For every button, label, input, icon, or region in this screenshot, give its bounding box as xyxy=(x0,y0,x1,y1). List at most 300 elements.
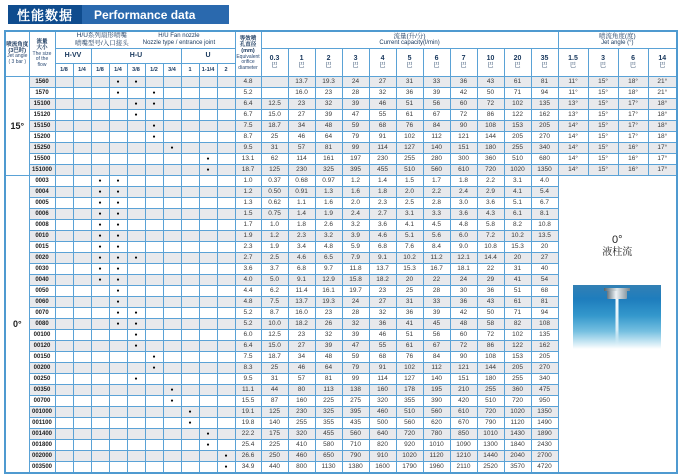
connector-dot-cell xyxy=(181,197,199,208)
capacity-cell: 1120 xyxy=(504,417,531,428)
capacity-cell: 180 xyxy=(477,142,504,153)
connector-dot-cell xyxy=(217,318,235,329)
orifice-diameter-cell: 3.6 xyxy=(235,263,261,274)
connector-dot-cell xyxy=(145,164,163,175)
capacity-cell: 10.8 xyxy=(531,219,558,230)
capacity-cell: 46 xyxy=(369,329,396,340)
connector-dot-cell xyxy=(217,252,235,263)
connector-dot-cell xyxy=(91,87,109,98)
jet-angle-cell: 17° xyxy=(648,142,677,153)
capacity-cell: 920 xyxy=(396,439,423,450)
flow-col-en2: of the xyxy=(35,56,49,63)
connector-dot-cell xyxy=(217,131,235,142)
capacity-cell: 4.6 xyxy=(288,252,315,263)
capacity-cell: 162 xyxy=(531,340,558,351)
connector-dot-cell xyxy=(181,142,199,153)
capacity-cell: 9.7 xyxy=(315,263,342,274)
capacity-cell: 435 xyxy=(342,417,369,428)
connector-dot-cell: ● xyxy=(145,98,163,109)
nozzle-photo xyxy=(573,285,661,349)
size-header-U-1: 1 xyxy=(181,63,199,76)
capacity-cell: 270 xyxy=(531,131,558,142)
connector-dot-cell xyxy=(145,175,163,186)
capacity-cell: 6.2 xyxy=(261,285,288,296)
connector-dot-cell xyxy=(145,307,163,318)
capacity-cell: 32 xyxy=(342,318,369,329)
connector-dot-cell: ● xyxy=(217,450,235,461)
table-row-15150 xyxy=(5,120,677,131)
connector-dot-cell: ● xyxy=(109,296,127,307)
capacity-cell: 1020 xyxy=(504,406,531,417)
jet-angle-cell: 14° xyxy=(558,164,588,175)
flow-size-label: 0040 xyxy=(29,274,55,285)
connector-dot-cell xyxy=(217,153,235,164)
connector-dot-cell xyxy=(55,428,73,439)
size-header-H-U-3/8: 3/8 xyxy=(127,63,145,76)
capacity-cell: 102 xyxy=(396,362,423,373)
capacity-cell: 71 xyxy=(504,307,531,318)
jet-angle-cell: 15° xyxy=(588,87,618,98)
pressure-header-5: 5 巴 xyxy=(396,48,423,76)
capacity-cell: 560 xyxy=(396,417,423,428)
capacity-cell: 360 xyxy=(477,153,504,164)
capacity-cell: 8.1 xyxy=(531,208,558,219)
capacity-cell: 36 xyxy=(396,307,423,318)
capacity-cell: 27 xyxy=(288,340,315,351)
flow-size-label: 15250 xyxy=(29,142,55,153)
connector-dot-cell xyxy=(127,296,145,307)
connector-dot-cell xyxy=(91,450,109,461)
orifice-diameter-cell: 6.7 xyxy=(235,109,261,120)
capacity-cell: 2.6 xyxy=(315,219,342,230)
connector-dot-cell xyxy=(127,87,145,98)
capacity-cell: 6.8 xyxy=(288,263,315,274)
connector-dot-cell xyxy=(145,76,163,87)
connector-dot-cell xyxy=(127,428,145,439)
capacity-cell: 31 xyxy=(396,76,423,87)
connector-dot-cell xyxy=(199,109,217,120)
connector-dot-cell xyxy=(217,373,235,384)
capacity-cell: 40 xyxy=(531,263,558,274)
connector-dot-cell xyxy=(73,131,91,142)
capacity-cell: 325 xyxy=(315,406,342,417)
connector-dot-cell xyxy=(145,263,163,274)
capacity-cell: 8.7 xyxy=(261,307,288,318)
connector-dot-cell xyxy=(73,76,91,87)
connector-dot-cell xyxy=(199,318,217,329)
capacity-cell: 1120 xyxy=(423,450,450,461)
capacity-cell: 320 xyxy=(369,395,396,406)
capacity-cell: 29 xyxy=(477,274,504,285)
connector-dot-cell xyxy=(109,450,127,461)
capacity-cell: 270 xyxy=(531,362,558,373)
orifice-diameter-cell: 2.3 xyxy=(235,241,261,252)
capacity-cell: 390 xyxy=(423,395,450,406)
connector-dot-cell: ● xyxy=(163,142,181,153)
connector-dot-cell xyxy=(73,153,91,164)
connector-dot-cell xyxy=(199,230,217,241)
connector-dot-cell xyxy=(73,373,91,384)
connector-dot-cell xyxy=(127,263,145,274)
connector-dot-cell xyxy=(181,76,199,87)
capacity-cell: 86 xyxy=(477,109,504,120)
jet-angle-cell: 18° xyxy=(618,76,648,87)
capacity-cell: 225 xyxy=(315,395,342,406)
capacity-cell: 205 xyxy=(504,362,531,373)
jet-angle-cell: 13° xyxy=(558,109,588,120)
capacity-cell: 1210 xyxy=(450,450,477,461)
capacity-cell: 81 xyxy=(315,142,342,153)
capacity-cell: 3.3 xyxy=(423,208,450,219)
capacity-cell: 560 xyxy=(342,428,369,439)
capacity-cell: 99 xyxy=(342,373,369,384)
capacity-cell: 13.5 xyxy=(531,230,558,241)
connector-dot-cell xyxy=(145,318,163,329)
capacity-cell: 42 xyxy=(450,87,477,98)
capacity-cell: 620 xyxy=(423,417,450,428)
capacity-cell: 81 xyxy=(315,373,342,384)
pressure-header-6: 6 巴 xyxy=(423,48,450,76)
connector-dot-cell xyxy=(109,384,127,395)
capacity-cell: 455 xyxy=(315,428,342,439)
capacity-cell: 108 xyxy=(477,351,504,362)
connector-dot-cell: ● xyxy=(91,219,109,230)
capacity-cell: 33 xyxy=(423,296,450,307)
connector-dot-cell xyxy=(55,351,73,362)
orifice-diameter-cell: 19.1 xyxy=(235,406,261,417)
flow-size-label: 15200 xyxy=(29,131,55,142)
capacity-cell: 3.6 xyxy=(450,208,477,219)
connector-dot-cell xyxy=(145,450,163,461)
connector-dot-cell xyxy=(217,164,235,175)
flow-size-label: 0005 xyxy=(29,197,55,208)
connector-dot-cell xyxy=(109,98,127,109)
capacity-cell: 23 xyxy=(288,98,315,109)
capacity-cell: 680 xyxy=(531,153,558,164)
capacity-cell: 94 xyxy=(531,87,558,98)
connector-dot-cell: ● xyxy=(181,417,199,428)
connector-dot-cell xyxy=(145,461,163,473)
capacity-cell: 19.7 xyxy=(342,285,369,296)
flow-size-label: 002000 xyxy=(29,450,55,461)
capacity-cell: 153 xyxy=(504,120,531,131)
capacity-cell xyxy=(261,87,288,98)
capacity-cell: 1.5 xyxy=(396,175,423,186)
capacity-cell: 1.3 xyxy=(315,186,342,197)
capacity-cell: 18.1 xyxy=(450,263,477,274)
capacity-cell: 5.0 xyxy=(261,274,288,285)
capacity-cell: 11.2 xyxy=(423,252,450,263)
connector-dot-cell xyxy=(145,428,163,439)
connector-dot-cell xyxy=(73,230,91,241)
flow-size-label: 001100 xyxy=(29,417,55,428)
capacity-cell: 125 xyxy=(261,406,288,417)
connector-dot-cell xyxy=(181,318,199,329)
connector-dot-cell: ● xyxy=(109,219,127,230)
connector-dot-cell xyxy=(181,340,199,351)
connector-dot-cell xyxy=(127,120,145,131)
capacity-cell: 46 xyxy=(369,98,396,109)
jet-angle-col-en: Jet angle xyxy=(7,53,28,60)
connector-dot-cell xyxy=(181,175,199,186)
capacity-cell: 67 xyxy=(423,109,450,120)
connector-dot-cell: ● xyxy=(109,263,127,274)
capacity-cell: 0.68 xyxy=(288,175,315,186)
capacity-cell: 32 xyxy=(315,329,342,340)
connector-dot-cell xyxy=(127,461,145,473)
orifice-diameter-cell: 19.8 xyxy=(235,417,261,428)
connector-dot-cell xyxy=(91,373,109,384)
capacity-cell: 39 xyxy=(315,109,342,120)
capacity-cell: 56 xyxy=(423,98,450,109)
connector-dot-cell xyxy=(91,98,109,109)
jet-angle-cell: 14° xyxy=(558,131,588,142)
connector-dot-cell xyxy=(109,109,127,120)
capacity-cell: 7.2 xyxy=(477,230,504,241)
capacity-cell: 20 xyxy=(396,274,423,285)
flow-size-label: 0080 xyxy=(29,318,55,329)
connector-dot-cell xyxy=(73,109,91,120)
capacity-cell: 460 xyxy=(369,406,396,417)
orifice-diameter-cell: 6.4 xyxy=(235,340,261,351)
capacity-cell: 121 xyxy=(450,362,477,373)
connector-dot-cell: ● xyxy=(181,406,199,417)
connector-dot-cell xyxy=(181,241,199,252)
capacity-cell: 710 xyxy=(342,439,369,450)
capacity-cell: 11.8 xyxy=(342,263,369,274)
connector-dot-cell xyxy=(91,142,109,153)
capacity-cell: 5.4 xyxy=(531,186,558,197)
capacity-cell: 55 xyxy=(369,109,396,120)
capacity-cell: 16.0 xyxy=(288,307,315,318)
connector-dot-cell xyxy=(181,120,199,131)
connector-dot-cell xyxy=(199,274,217,285)
connector-dot-cell xyxy=(181,230,199,241)
connector-dot-cell xyxy=(217,395,235,406)
connector-dot-cell xyxy=(127,384,145,395)
connector-dot-cell xyxy=(163,219,181,230)
connector-dot-cell xyxy=(73,395,91,406)
capacity-cell: 1.7 xyxy=(423,175,450,186)
connector-dot-cell xyxy=(181,329,199,340)
connector-dot-cell xyxy=(73,340,91,351)
capacity-cell: 4.3 xyxy=(477,208,504,219)
connector-dot-cell xyxy=(109,439,127,450)
orifice-diameter-cell: 4.4 xyxy=(235,285,261,296)
capacity-cell: 8.2 xyxy=(504,219,531,230)
flow-size-label: 0003 xyxy=(29,175,55,186)
flow-size-label: 0070 xyxy=(29,307,55,318)
size-header-U-1-1/4: 1-1/4 xyxy=(199,63,217,76)
capacity-cell: 64 xyxy=(315,362,342,373)
orifice-diameter-cell: 6.0 xyxy=(235,329,261,340)
jet-angle-cell: 11° xyxy=(558,76,588,87)
capacity-cell: 33 xyxy=(423,76,450,87)
capacity-cell: 205 xyxy=(531,120,558,131)
capacity-cell: 1130 xyxy=(315,461,342,473)
orifice-diameter-cell: 26.6 xyxy=(235,450,261,461)
connector-dot-cell: ● xyxy=(109,76,127,87)
capacity-cell: 50 xyxy=(477,87,504,98)
capacity-cell: 790 xyxy=(477,417,504,428)
capacity-cell: 5.1 xyxy=(396,230,423,241)
flow-size-label: 0006 xyxy=(29,208,55,219)
connector-dot-cell xyxy=(199,120,217,131)
capacity-cell: 1010 xyxy=(477,428,504,439)
capacity-cell: 580 xyxy=(315,439,342,450)
capacity-cell: 84 xyxy=(423,120,450,131)
connector-dot-cell: ● xyxy=(91,274,109,285)
connector-dot-cell xyxy=(73,98,91,109)
capacity-cell: 230 xyxy=(288,164,315,175)
capacity-cell: 125 xyxy=(261,164,288,175)
connector-dot-cell xyxy=(145,252,163,263)
capacity-cell: 7.6 xyxy=(396,241,423,252)
capacity-cell: 395 xyxy=(342,164,369,175)
connector-dot-cell xyxy=(199,98,217,109)
capacity-cell: 12.1 xyxy=(450,252,477,263)
capacity-cell: 48 xyxy=(450,318,477,329)
capacity-cell: 60 xyxy=(450,329,477,340)
capacity-cell: 15.3 xyxy=(396,263,423,274)
connector-dot-cell xyxy=(217,175,235,186)
capacity-cell: 10.2 xyxy=(396,252,423,263)
capacity-cell: 39 xyxy=(423,307,450,318)
capacity-cell: 144 xyxy=(477,362,504,373)
connector-dot-cell xyxy=(109,340,127,351)
connector-dot-cell xyxy=(55,362,73,373)
capacity-cell: 16.7 xyxy=(423,263,450,274)
connector-dot-cell xyxy=(91,285,109,296)
connector-dot-cell xyxy=(55,186,73,197)
connector-dot-cell xyxy=(145,109,163,120)
connector-dot-cell xyxy=(199,373,217,384)
connector-dot-cell xyxy=(217,208,235,219)
capacity-cell: 160 xyxy=(288,395,315,406)
capacity-cell: 61 xyxy=(504,296,531,307)
jet-angle-col-zh2: (3巴时) xyxy=(8,48,27,55)
capacity-cell: 14.4 xyxy=(477,252,504,263)
table-row-15250 xyxy=(5,142,677,153)
connector-dot-cell: ● xyxy=(109,285,127,296)
header-row-groups xyxy=(5,31,677,48)
connector-dot-cell xyxy=(163,439,181,450)
capacity-cell: 395 xyxy=(342,406,369,417)
connector-dot-cell xyxy=(181,296,199,307)
connector-dot-cell xyxy=(127,230,145,241)
connector-dot-cell xyxy=(55,296,73,307)
capacity-cell: 153 xyxy=(504,351,531,362)
connector-dot-cell xyxy=(217,362,235,373)
capacity-cell: 76 xyxy=(396,351,423,362)
capacity-cell: 3.6 xyxy=(477,197,504,208)
capacity-cell: 45 xyxy=(423,318,450,329)
connector-dot-cell xyxy=(127,153,145,164)
connector-dot-cell xyxy=(73,87,91,98)
capacity-cell: 15.0 xyxy=(261,340,288,351)
connector-dot-cell xyxy=(55,241,73,252)
jet-angle-cell: 17° xyxy=(618,109,648,120)
capacity-cell: 32 xyxy=(369,307,396,318)
capacity-cell: 84 xyxy=(423,351,450,362)
connector-dot-cell xyxy=(55,164,73,175)
capacity-cell: 10.8 xyxy=(477,241,504,252)
connector-dot-cell xyxy=(145,230,163,241)
capacity-cell: 8.4 xyxy=(423,241,450,252)
nozzle-group-zh: H/U系列扇形喷嘴 喷嘴型号/入口接头 xyxy=(74,32,129,47)
capacity-cell: 68 xyxy=(369,120,396,131)
angle-pressure-header-1.5: 1.5 巴 xyxy=(558,48,588,76)
capacity-cell: 6.8 xyxy=(369,241,396,252)
capacity-cell: 1350 xyxy=(531,164,558,175)
connector-dot-cell: ● xyxy=(109,175,127,186)
connector-dot-cell xyxy=(73,428,91,439)
capacity-cell: 67 xyxy=(423,340,450,351)
connector-dot-cell xyxy=(199,76,217,87)
flow-size-col-header xyxy=(29,31,55,76)
capacity-cell: 36 xyxy=(450,76,477,87)
capacity-cell: 82 xyxy=(504,318,531,329)
jet-angle-cell: 15° xyxy=(588,98,618,109)
connector-dot-cell xyxy=(73,461,91,473)
panel-angle-label: 0° xyxy=(612,233,623,246)
connector-dot-cell xyxy=(217,428,235,439)
capacity-cell: 205 xyxy=(504,131,531,142)
capacity-cell: 820 xyxy=(369,439,396,450)
capacity-cell: 151 xyxy=(450,373,477,384)
capacity-cell: 780 xyxy=(423,428,450,439)
capacity-cell: 25 xyxy=(261,362,288,373)
flow-size-label: 0060 xyxy=(29,296,55,307)
connector-dot-cell xyxy=(217,329,235,340)
connector-dot-cell: ● xyxy=(127,98,145,109)
jet-angle-group-header: 喷流角度(度) Jet angle (°) xyxy=(558,31,677,48)
flow-size-label: 003500 xyxy=(29,461,55,473)
capacity-cell: 57 xyxy=(288,142,315,153)
connector-dot-cell: ● xyxy=(127,109,145,120)
capacity-cell: 1.8 xyxy=(288,219,315,230)
capacity-cell: 160 xyxy=(369,384,396,395)
connector-dot-cell xyxy=(91,153,109,164)
connector-dot-cell xyxy=(199,131,217,142)
jet-angle-cell: 13° xyxy=(558,98,588,109)
connector-dot-cell xyxy=(55,340,73,351)
capacity-cell: 36 xyxy=(477,285,504,296)
capacity-cell: 12.5 xyxy=(261,98,288,109)
capacity-cell: 127 xyxy=(396,142,423,153)
jet-angle-cell: 15° xyxy=(588,164,618,175)
connector-dot-cell xyxy=(109,373,127,384)
connector-dot-cell xyxy=(217,406,235,417)
capacity-cell: 23 xyxy=(288,329,315,340)
connector-dot-cell xyxy=(199,197,217,208)
capacity-cell: 510 xyxy=(396,406,423,417)
connector-dot-cell xyxy=(217,351,235,362)
capacity-cell: 28 xyxy=(342,307,369,318)
capacity-cell: 210 xyxy=(450,384,477,395)
capacity-cell: 3.4 xyxy=(288,241,315,252)
size-header-H-U-1/8: 1/8 xyxy=(91,63,109,76)
capacity-cell: 720 xyxy=(477,406,504,417)
connector-dot-cell xyxy=(91,318,109,329)
jet-angle-cell: 15° xyxy=(588,131,618,142)
capacity-cell: 1020 xyxy=(396,450,423,461)
capacity-cell: 610 xyxy=(450,406,477,417)
connector-dot-cell: ● xyxy=(109,307,127,318)
capacity-cell: 2.4 xyxy=(342,208,369,219)
connector-dot-cell xyxy=(127,362,145,373)
capacity-cell: 4.1 xyxy=(396,219,423,230)
